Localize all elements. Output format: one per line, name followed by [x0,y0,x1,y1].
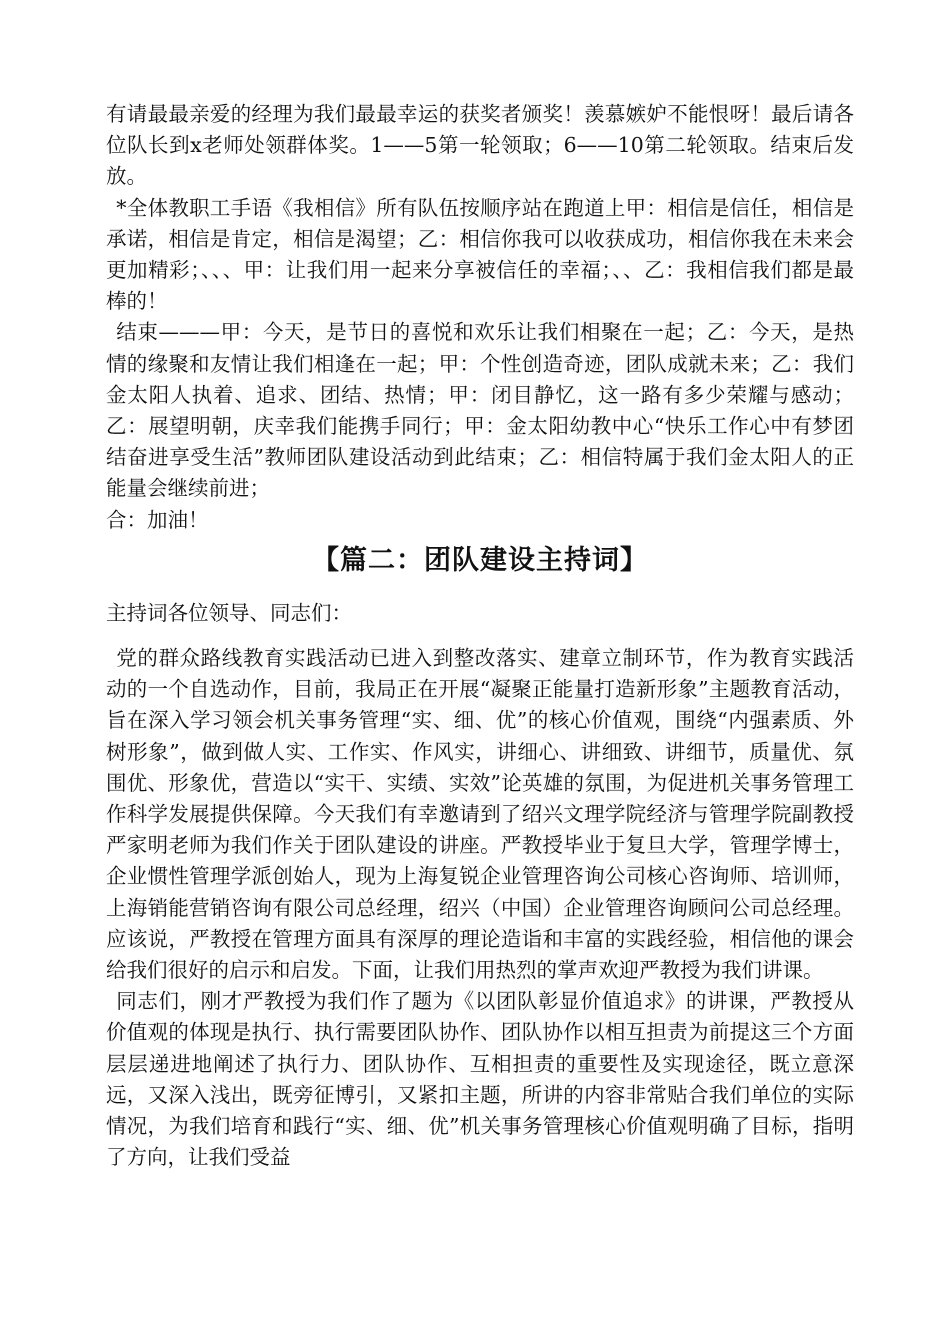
document-page [106,99,854,1174]
paragraph-lecture-introduction: 党的群众路线教育实践活动已进入到整改落实、建章立制环节，作为教育实践活动的一个自选动作，目前，我局正在开展“凝聚正能量打造新形象”主题教育活动，旨在深入学习领会机关事务管理“实、细、优”的核心价值观，围绕“内强素质、外树形象”，做到做人实、工作实、作风实，讲细心、讲细致、讲细节，质量优、氛围优、形象优，营造以“实干、实绩、实效”论英雄的氛围，为促进机关事务管理工作科学发展提供保障。今天我们有幸邀请到了绍兴文理学院经济与管理学院副教授严家明老师为我们作关于团队建设的讲座。严教授毕业于复旦大学，管理学博士，企业惯性管理学派创始人，现为上海复锐企业管理咨询公司核心咨询师、培训师，上海销能营销咨询有限公司总经理，绍兴（中国）企业管理咨询顾问公司总经理。应该说，严教授在管理方面具有深厚的理论造诣和丰富的实践经验，相信他的课会给我们很好的启示和启发。下面，让我们用热烈的掌声欢迎严教授为我们讲课。 [106,646,854,983]
paragraph-sign-language-performance: *全体教职工手语《我相信》所有队伍按顺序站在跑道上甲：相信是信任，相信是承诺，相信是肯定，相信是渴望；乙：相信你我可以收获成功，相信你我在未来会更加精彩；、、、甲：让我们用一起来分享被信任的幸福；、、乙：我相信我们都是最棒的！ [106,195,854,314]
paragraph-cheer: 合：加油！ [106,507,209,532]
paragraph-award-announcement: 有请最最亲爱的经理为我们最最幸运的获奖者颁奖！羡慕嫉妒不能恨呀！最后请各位队长到x老师处领群体奖。1——5第一轮领取；6——10第二轮领取。结束后发放。 [106,102,854,189]
paragraph-lecture-summary: 同志们，刚才严教授为我们作了题为《以团队彰显价值追求》的讲课，严教授从价值观的体现是执行、执行需要团队协作、团队协作以相互担责为前提这三个方面层层递进地阐述了执行力、团队协作、互相担责的重要性及实现途径，既立意深远，又深入浅出，既旁征博引，又紧扣主题，所讲的内容非常贴合我们单位的实际情况，为我们培育和践行“实、细、优”机关事务管理核心价值观明确了目标，指明了方向，让我们受益 [106,989,854,1170]
paragraph-salutation: 主持词各位领导、同志们： [106,600,352,625]
paragraph-closing-dialogue: 结束———甲：今天，是节日的喜悦和欢乐让我们相聚在一起；乙：今天，是热情的缘聚和友情让我们相逢在一起；甲：个性创造奇迹，团队成就未来；乙：我们金太阳人执着、追求、团结、热情；甲：闭目静忆，这一路有多少荣耀与感动；乙：展望明朝，庆幸我们能携手同行；甲：金太阳幼教中心“快乐工作心中有梦团结奋进享受生活”教师团队建设活动到此结束；乙：相信特属于我们金太阳人的正能量会继续前进； [106,320,854,501]
section-heading: 【篇二：团队建设主持词】 [312,544,648,576]
